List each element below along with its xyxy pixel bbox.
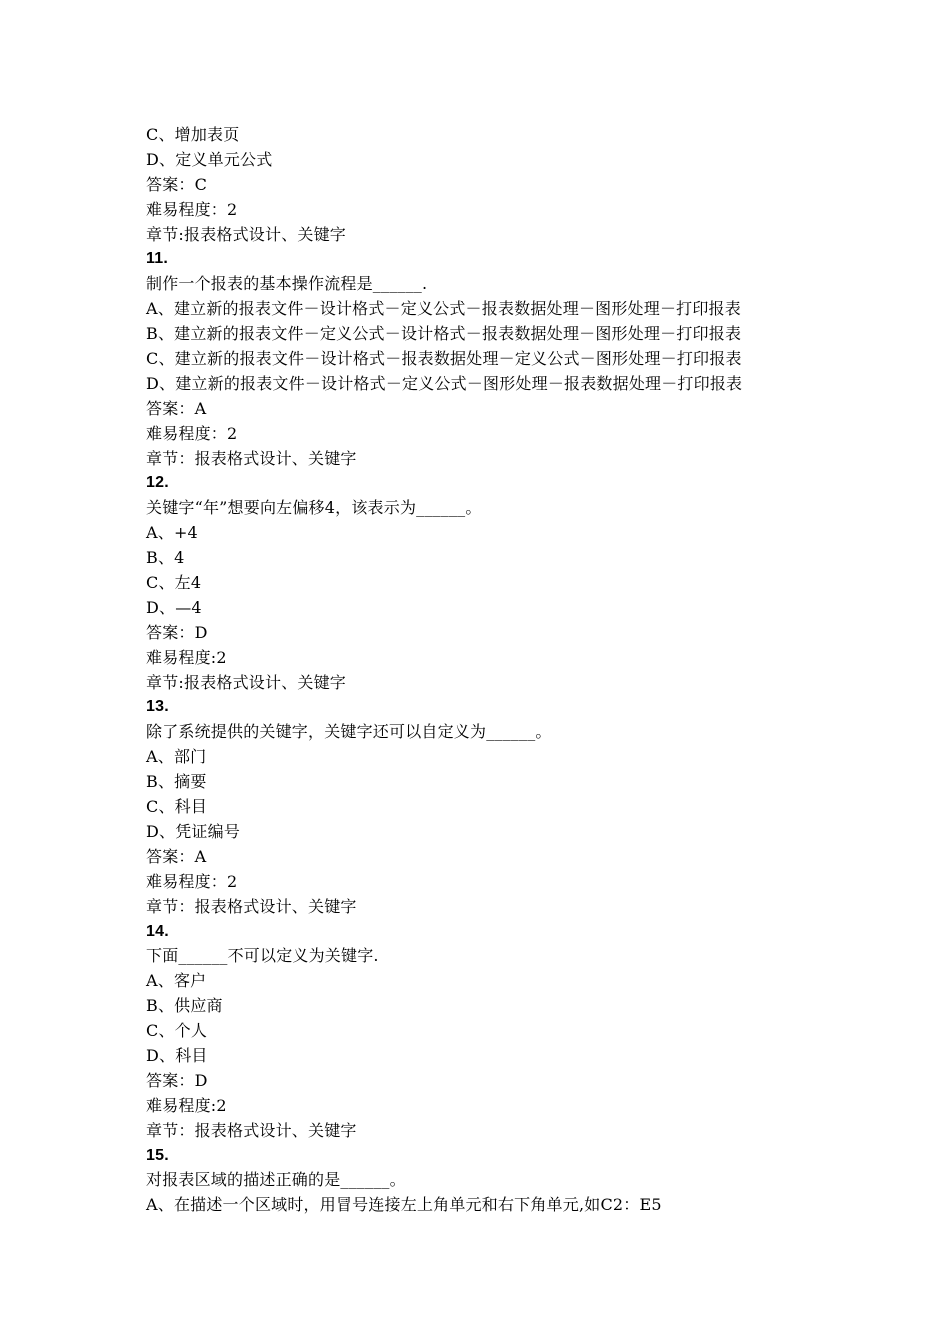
text-line: 答案：D xyxy=(146,622,208,642)
text-line: C、科目 xyxy=(146,797,208,817)
text-line: 关键字“年”想要向左偏移4，该表示为______。 xyxy=(146,498,482,518)
document-body xyxy=(146,123,906,1218)
text-line: A、建立新的报表文件－设计格式－定义公式－报表数据处理－图形处理－打印报表 xyxy=(146,299,741,319)
text-line: 章节：报表格式设计、关键字 xyxy=(146,1120,357,1140)
text-line: B、供应商 xyxy=(146,996,223,1016)
text-line: 下面______不可以定义为关键字. xyxy=(146,946,379,966)
question-number: 12. xyxy=(146,474,169,492)
text-line: 难易程度:2 xyxy=(146,647,227,667)
question-number: 15. xyxy=(146,1146,169,1164)
text-line: 章节:报表格式设计、关键字 xyxy=(146,224,346,244)
text-line: A、部门 xyxy=(146,747,207,767)
text-line: A、客户 xyxy=(146,971,207,991)
text-line: C、建立新的报表文件－设计格式－报表数据处理－定义公式－图形处理－打印报表 xyxy=(146,349,742,369)
question-number: 13. xyxy=(146,698,169,716)
text-line: A、在描述一个区域时，用冒号连接左上角单元和右下角单元,如C2：E5 xyxy=(146,1195,662,1215)
text-line: D、科目 xyxy=(146,1045,208,1065)
text-line: 答案：C xyxy=(146,174,208,194)
text-line: 答案：A xyxy=(146,846,207,866)
text-line: 制作一个报表的基本操作流程是______. xyxy=(146,274,428,294)
text-line: D、凭证编号 xyxy=(146,821,241,841)
text-line: 答案：A xyxy=(146,398,207,418)
text-line: B、摘要 xyxy=(146,772,207,792)
text-line: 难易程度：2 xyxy=(146,199,238,219)
question-number: 11. xyxy=(146,250,168,268)
text-line: 难易程度：2 xyxy=(146,423,238,443)
text-line: B、建立新的报表文件－定义公式－设计格式－报表数据处理－图形处理－打印报表 xyxy=(146,324,742,344)
text-line: 难易程度：2 xyxy=(146,871,238,891)
text-line: 除了系统提供的关键字，关键字还可以自定义为______。 xyxy=(146,722,552,742)
text-line: D、定义单元公式 xyxy=(146,149,273,169)
text-line: B、4 xyxy=(146,548,185,568)
text-line: C、增加表页 xyxy=(146,125,240,144)
text-line: C、左4 xyxy=(146,573,202,593)
text-line: 章节:报表格式设计、关键字 xyxy=(146,672,346,692)
text-line: 章节：报表格式设计、关键字 xyxy=(146,896,357,916)
text-line: D、建立新的报表文件－设计格式－定义公式－图形处理－报表数据处理－打印报表 xyxy=(146,373,743,393)
text-line: 难易程度:2 xyxy=(146,1095,227,1115)
text-line: 对报表区域的描述正确的是______。 xyxy=(146,1170,406,1190)
text-line: A、+4 xyxy=(146,523,198,543)
text-line: 章节：报表格式设计、关键字 xyxy=(146,448,357,468)
question-number: 14. xyxy=(146,922,169,940)
text-line: 答案：D xyxy=(146,1070,208,1090)
document-page xyxy=(146,123,906,1218)
text-line: D、—4 xyxy=(146,597,202,617)
text-line: C、个人 xyxy=(146,1021,208,1041)
